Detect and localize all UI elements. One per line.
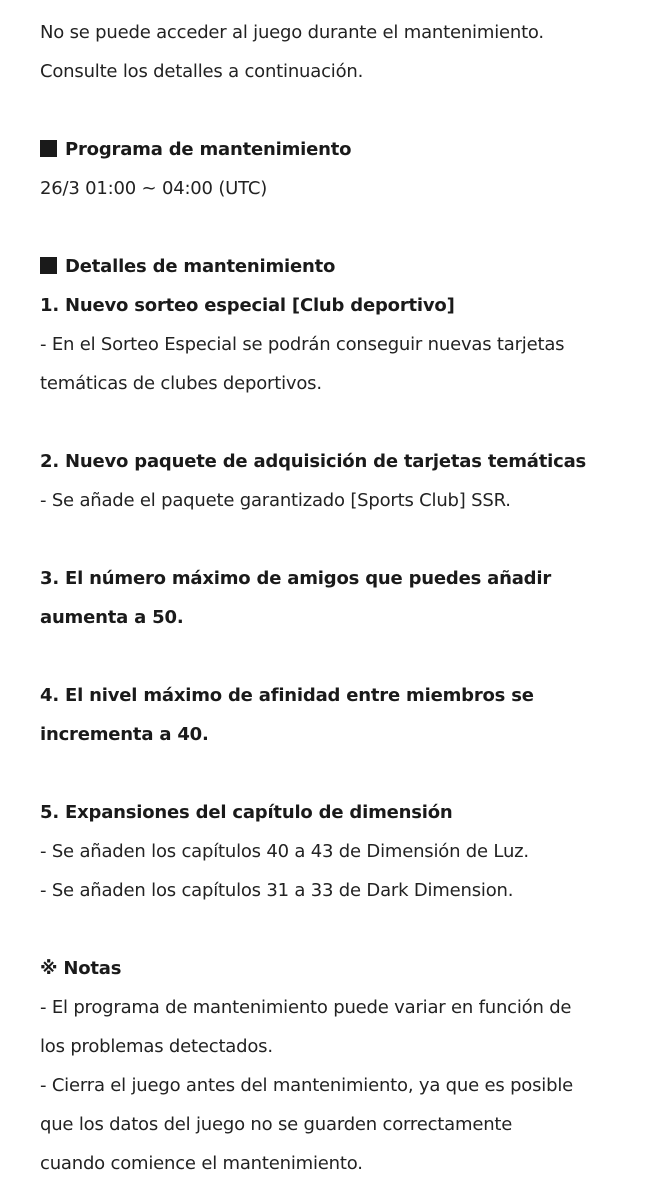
- detail-item-title: 3. El número máximo de amigos que puedes añadir: [40, 568, 551, 589]
- notes-section: [40, 949, 640, 1183]
- maintenance-notice: [40, 13, 640, 1183]
- black-square-icon: [40, 140, 57, 157]
- details-section: [40, 247, 640, 910]
- detail-item: [40, 442, 640, 520]
- detail-item-title: 1. Nuevo sorteo especial [Club deportivo]: [40, 295, 455, 316]
- schedule-heading-text: Programa de mantenimiento: [65, 139, 352, 160]
- schedule-heading: [40, 130, 640, 169]
- detail-item-title: aumenta a 50.: [40, 607, 184, 628]
- spacer: [40, 403, 640, 442]
- spacer: [40, 754, 640, 793]
- notes-line: - Cierra el juego antes del mantenimiento, ya que es posible: [40, 1075, 574, 1096]
- spacer: [40, 208, 640, 247]
- detail-item-line: - Se añaden los capítulos 40 a 43 de Dimensión de Luz.: [40, 841, 529, 862]
- detail-item: [40, 559, 640, 637]
- schedule-section: [40, 130, 640, 208]
- notes-heading: ※ Notas: [40, 958, 122, 979]
- intro-line: No se puede acceder al juego durante el mantenimiento.: [40, 22, 544, 43]
- details-heading-text: Detalles de mantenimiento: [65, 256, 336, 277]
- notes-line: los problemas detectados.: [40, 1036, 273, 1057]
- detail-item-line: - Se añaden los capítulos 31 a 33 de Dark Dimension.: [40, 880, 514, 901]
- schedule-time: 26/3 01:00 ~ 04:00 (UTC): [40, 178, 268, 199]
- notes-line: cuando comience el mantenimiento.: [40, 1153, 363, 1174]
- details-heading: [40, 247, 640, 286]
- detail-item-line: - Se añade el paquete garantizado [Sports Club] SSR.: [40, 490, 511, 511]
- detail-item: [40, 676, 640, 754]
- detail-item: [40, 793, 640, 910]
- detail-item-title: incrementa a 40.: [40, 724, 209, 745]
- notes-line: que los datos del juego no se guarden correctamente: [40, 1114, 513, 1135]
- spacer: [40, 910, 640, 949]
- spacer: [40, 520, 640, 559]
- detail-item-title: 2. Nuevo paquete de adquisición de tarjetas temáticas: [40, 451, 587, 472]
- notes-line: - El programa de mantenimiento puede variar en función de: [40, 997, 572, 1018]
- detail-item: [40, 286, 640, 403]
- intro-text: [40, 13, 640, 91]
- detail-item-title: 5. Expansiones del capítulo de dimensión: [40, 802, 453, 823]
- intro-line: Consulte los detalles a continuación.: [40, 61, 364, 82]
- detail-item-title: 4. El nivel máximo de afinidad entre miembros se: [40, 685, 534, 706]
- black-square-icon: [40, 257, 57, 274]
- detail-item-line: temáticas de clubes deportivos.: [40, 373, 322, 394]
- detail-item-line: - En el Sorteo Especial se podrán conseguir nuevas tarjetas: [40, 334, 565, 355]
- spacer: [40, 91, 640, 130]
- spacer: [40, 637, 640, 676]
